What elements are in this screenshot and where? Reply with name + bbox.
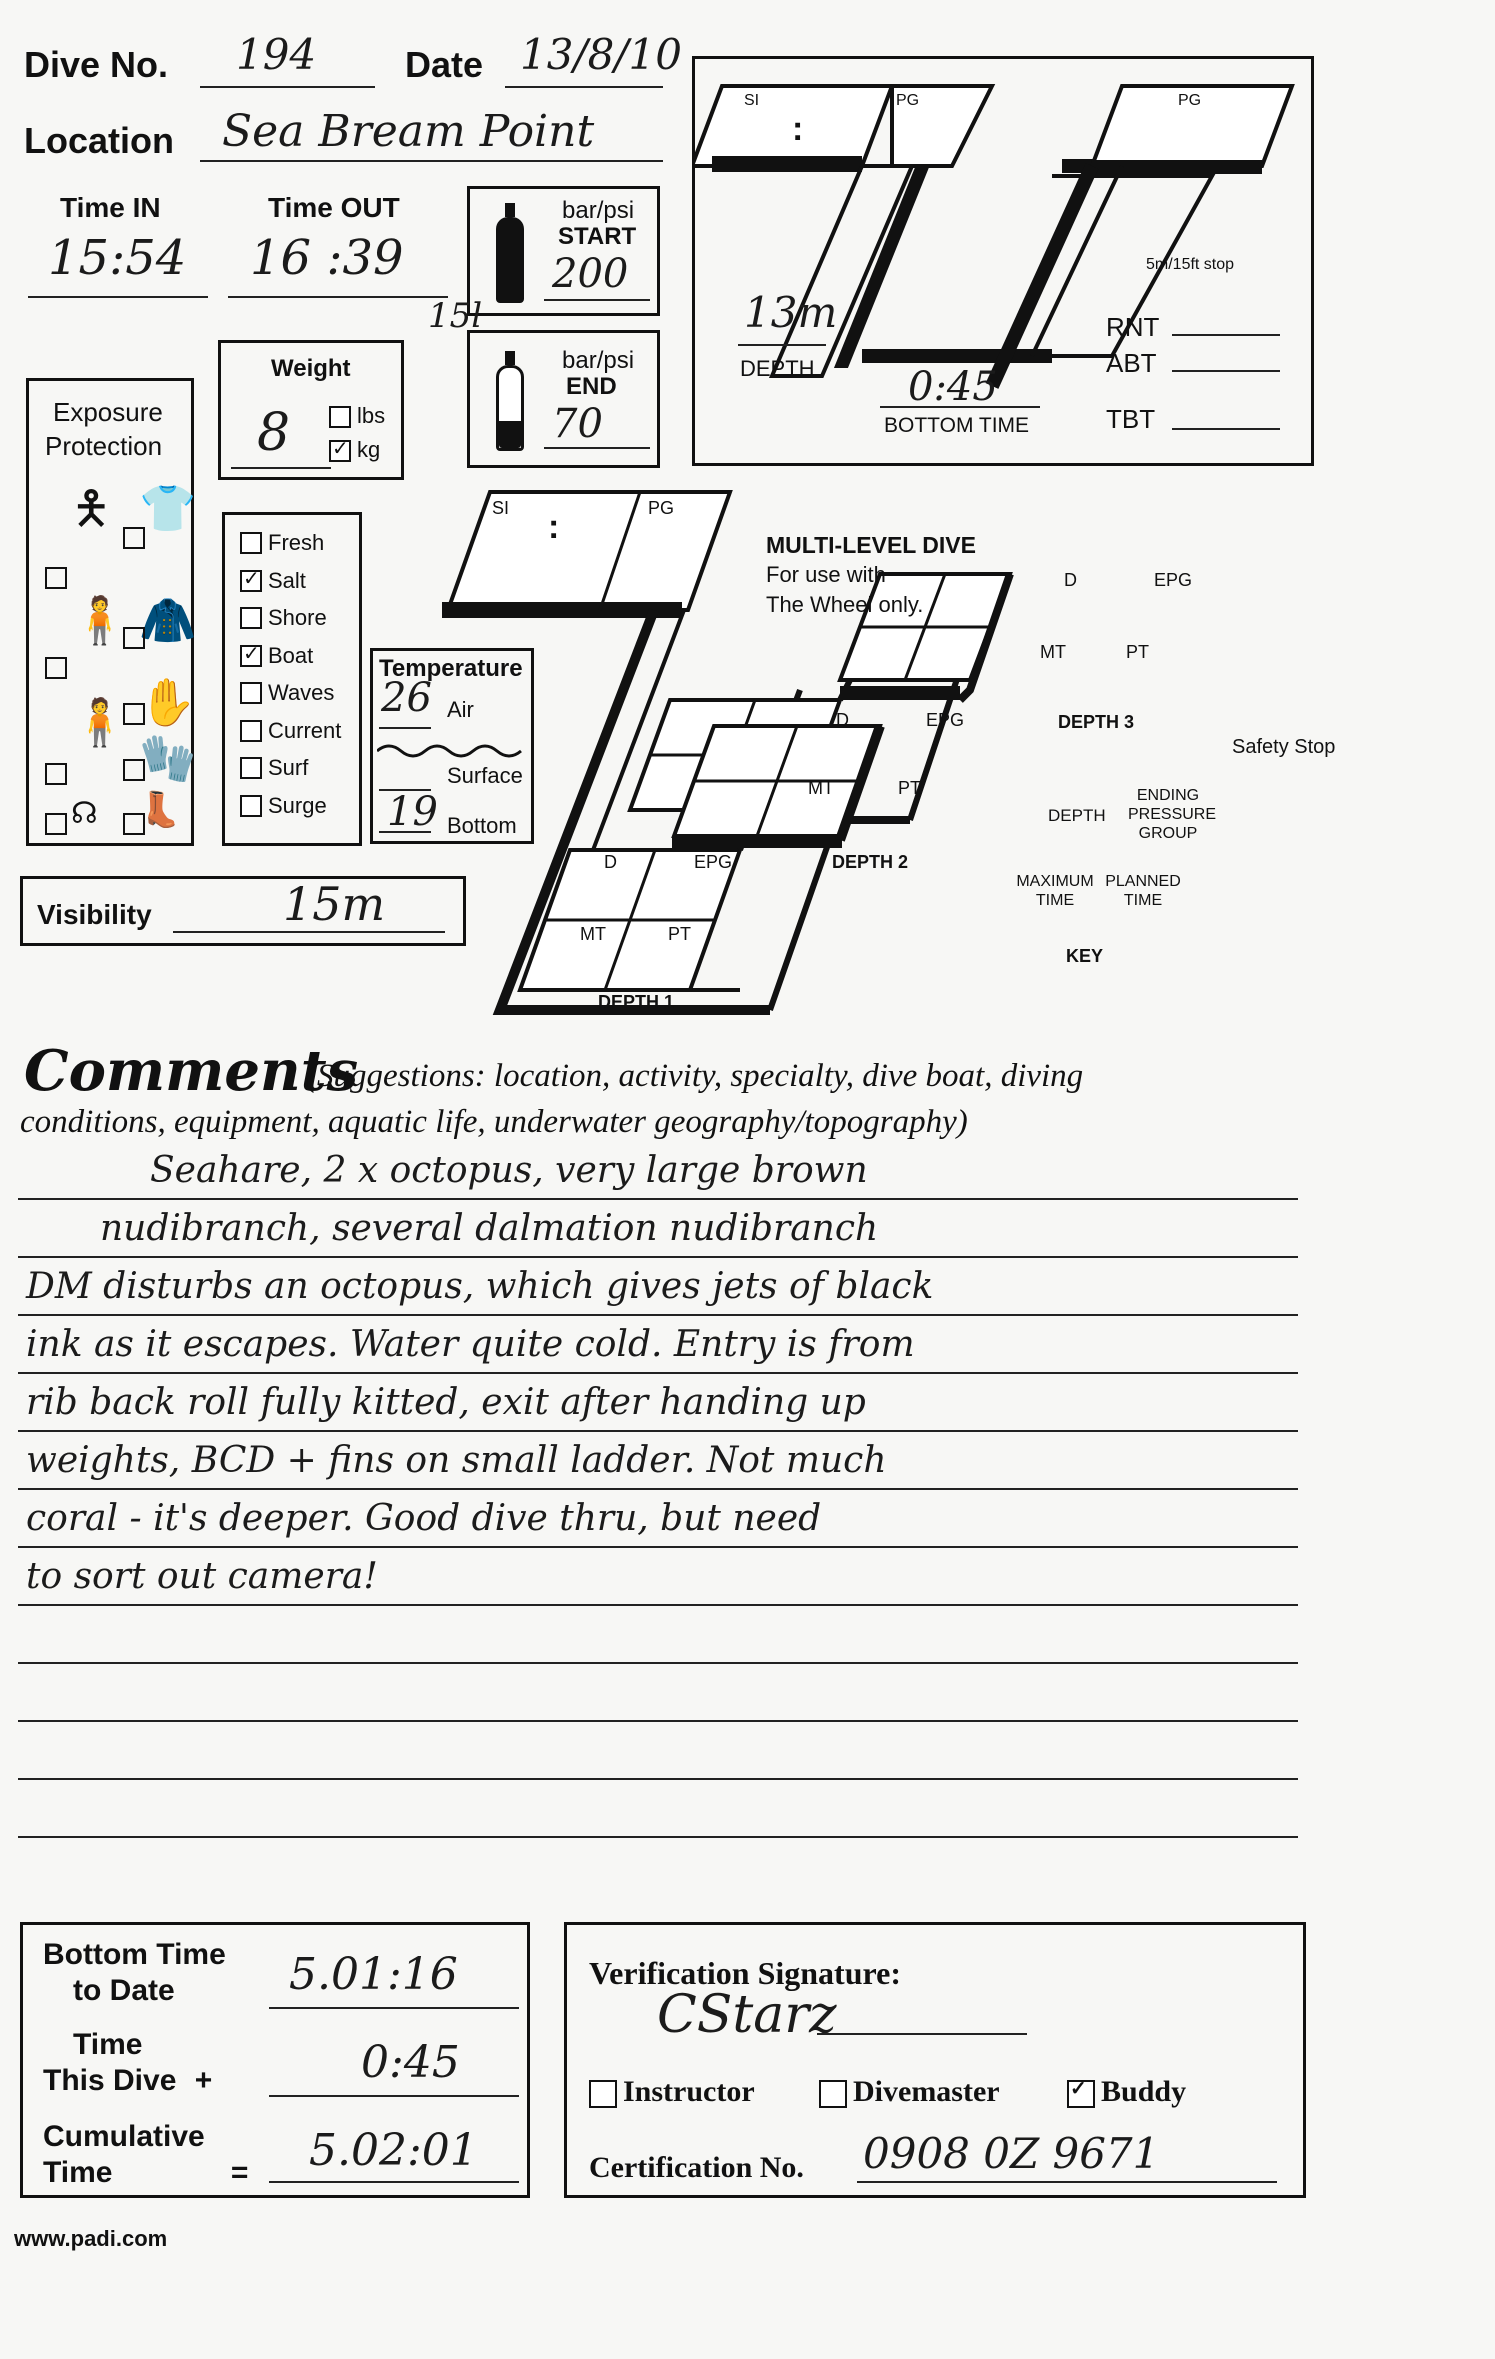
cert-label: Certification No. bbox=[589, 2151, 804, 2184]
buddy-checkbox[interactable] bbox=[1067, 2080, 1095, 2108]
comment-rule bbox=[18, 1836, 1298, 1838]
depth2-label: DEPTH 2 bbox=[832, 852, 909, 872]
environment-label: Shore bbox=[268, 605, 327, 630]
buddy-label: Buddy bbox=[1101, 2075, 1187, 2108]
bottom-temp-value[interactable]: 19 bbox=[387, 789, 438, 835]
profile-depth-value[interactable]: 13m bbox=[744, 288, 838, 337]
comment-rule bbox=[18, 1372, 1298, 1374]
ml-subtitle-1: For use with bbox=[766, 562, 886, 587]
environment-option[interactable] bbox=[240, 601, 327, 635]
environment-checkbox[interactable] bbox=[240, 795, 262, 817]
comment-line-text: coral - it's deeper. Good dive thru, but need bbox=[26, 1498, 822, 1539]
comments-title: Comments bbox=[24, 1038, 359, 1104]
d2-pt: PT bbox=[898, 778, 922, 798]
environment-label: Boat bbox=[268, 642, 314, 668]
location-line bbox=[200, 160, 663, 162]
skin-suit-checkbox[interactable] bbox=[45, 567, 67, 589]
environment-checkbox[interactable] bbox=[240, 532, 262, 554]
instructor-label: Instructor bbox=[623, 2075, 755, 2108]
comment-rule bbox=[18, 1546, 1298, 1548]
tank-full-icon bbox=[496, 203, 524, 303]
wetsuit-icon: 🧍 bbox=[71, 594, 129, 646]
shorty-checkbox[interactable] bbox=[123, 527, 145, 549]
comment-line-text: to sort out camera! bbox=[26, 1556, 378, 1597]
divemaster-checkbox[interactable] bbox=[819, 2080, 847, 2108]
bt-cumulative-label: Cumulative Time = bbox=[43, 2120, 249, 2189]
time-out-label: Time OUT bbox=[268, 192, 400, 223]
tank-start-label: START bbox=[558, 223, 637, 250]
tank-end-box bbox=[467, 330, 660, 468]
visibility-box bbox=[20, 876, 466, 946]
profile-pg2-label: PG bbox=[1178, 92, 1202, 109]
boots-icon: 👢 bbox=[139, 791, 182, 829]
environment-label: Current bbox=[268, 717, 342, 743]
bt-cumulative-value[interactable]: 5.02:01 bbox=[309, 2125, 478, 2176]
boots-checkbox[interactable] bbox=[123, 813, 145, 835]
tank-end-label: END bbox=[566, 373, 617, 400]
d2-d: D bbox=[836, 710, 849, 730]
tbt-label: TBT bbox=[1106, 404, 1156, 434]
comment-rule bbox=[18, 1662, 1298, 1664]
weight-value[interactable]: 8 bbox=[257, 403, 291, 463]
comments-hint-1: (Suggestions: location, activity, specialty, dive boat, diving bbox=[306, 1058, 1084, 1094]
cert-value[interactable]: 0908 0Z 9671 bbox=[863, 2129, 1160, 2178]
environment-option[interactable] bbox=[240, 714, 341, 748]
time-in-line bbox=[28, 296, 208, 298]
drysuit-checkbox[interactable] bbox=[45, 763, 67, 785]
date-line bbox=[505, 86, 663, 88]
exposure-label-1: Exposure bbox=[53, 397, 163, 427]
comment-line-text: DM disturbs an octopus, which gives jets of black bbox=[26, 1266, 934, 1307]
d1-mt: MT bbox=[580, 924, 606, 944]
environment-option[interactable] bbox=[240, 564, 306, 598]
gloves-icon: ✋ bbox=[139, 676, 197, 728]
exposure-box bbox=[26, 378, 197, 846]
gloves-checkbox[interactable] bbox=[123, 703, 145, 725]
dive-no-label: Dive No. bbox=[24, 44, 169, 85]
instructor-option[interactable] bbox=[589, 2075, 755, 2109]
tank-end-unit: bar/psi bbox=[562, 347, 635, 374]
key-pt-label: PLANNED TIME bbox=[1105, 873, 1181, 909]
location-label: Location bbox=[24, 120, 174, 161]
exposure-label-2: Protection bbox=[45, 431, 163, 461]
key-depth-label: DEPTH bbox=[1048, 806, 1106, 825]
instructor-checkbox[interactable] bbox=[589, 2080, 617, 2108]
temperature-label: Temperature bbox=[379, 655, 523, 682]
environment-checkbox[interactable] bbox=[240, 720, 262, 742]
ml-title: MULTI-LEVEL DIVE bbox=[766, 532, 976, 558]
profile-depth-label: DEPTH bbox=[740, 356, 815, 381]
depth1-label: DEPTH 1 bbox=[598, 992, 675, 1012]
environment-label: Fresh bbox=[268, 530, 325, 555]
comment-rule bbox=[18, 1778, 1298, 1780]
profile-si-label: SI bbox=[744, 92, 760, 109]
lbs-checkbox[interactable] bbox=[329, 406, 351, 428]
visibility-label: Visibility bbox=[37, 899, 152, 930]
multilevel-diagram bbox=[440, 490, 1340, 1050]
kg-label: kg bbox=[357, 437, 381, 462]
time-out-line bbox=[228, 296, 448, 298]
comment-rule bbox=[18, 1198, 1298, 1200]
comment-line-text: ink as it escapes. Water quite cold. Entry is from bbox=[26, 1324, 915, 1365]
profile-bottom-time-label: BOTTOM TIME bbox=[884, 414, 1030, 437]
tank-start-unit: bar/psi bbox=[562, 197, 635, 224]
environment-checkbox[interactable] bbox=[240, 570, 262, 592]
environment-label: Surge bbox=[268, 792, 327, 818]
weight-lbs-option[interactable] bbox=[329, 403, 385, 429]
tank-empty-icon bbox=[496, 351, 524, 451]
environment-option[interactable] bbox=[240, 789, 327, 823]
comment-rule bbox=[18, 1256, 1298, 1258]
divemaster-label: Divemaster bbox=[853, 2075, 1000, 2108]
environment-option[interactable] bbox=[240, 676, 334, 710]
location-value[interactable]: Sea Bream Point bbox=[222, 106, 595, 157]
d3-mt: MT bbox=[1040, 642, 1066, 662]
weight-label: Weight bbox=[271, 355, 351, 382]
d3-pt: PT bbox=[1126, 642, 1150, 662]
hood-checkbox[interactable] bbox=[45, 813, 67, 835]
bt-this-dive-label: Time This Dive + bbox=[43, 2028, 213, 2097]
d1-epg: EPG bbox=[694, 852, 733, 872]
footer-url: www.padi.com bbox=[14, 2226, 168, 2251]
verification-label: Verification Signature: bbox=[589, 1955, 901, 1991]
bottom-time-box bbox=[20, 1922, 530, 2198]
environment-checkbox[interactable] bbox=[240, 607, 262, 629]
time-in-label: Time IN bbox=[60, 192, 161, 223]
wetsuit-checkbox[interactable] bbox=[45, 657, 67, 679]
comments-hint-2: conditions, equipment, aquatic life, underwater geography/topography) bbox=[20, 1104, 968, 1140]
buddy-option[interactable] bbox=[1067, 2075, 1186, 2109]
environment-option[interactable] bbox=[240, 526, 324, 560]
verification-signature[interactable]: CStarz bbox=[657, 1985, 837, 2045]
profile-stop-label: 5m/15ft stop bbox=[1146, 256, 1235, 273]
mitts-icon: 🧤 bbox=[139, 732, 197, 784]
bt-to-date-label: Bottom Time to Date bbox=[43, 1938, 226, 2007]
ml-si-colon: : bbox=[548, 508, 560, 546]
shorty-icon: 👕 bbox=[139, 482, 197, 534]
divemaster-option[interactable] bbox=[819, 2075, 1000, 2109]
bt-to-date-value[interactable]: 5.01:16 bbox=[289, 1949, 458, 2000]
ml-subtitle-2: The Wheel only. bbox=[766, 592, 924, 617]
key-label: KEY bbox=[1066, 946, 1104, 966]
environment-checkbox[interactable] bbox=[240, 645, 262, 667]
ml-si-label: SI bbox=[492, 498, 510, 518]
date-value[interactable]: 13/8/10 bbox=[520, 30, 682, 79]
environment-label: Waves bbox=[268, 680, 335, 705]
environment-label: Surf bbox=[268, 755, 309, 780]
verification-box bbox=[564, 1922, 1306, 2198]
skin-suit-icon: 🯅 bbox=[71, 482, 112, 534]
comment-line-text: Seahare, 2 x octopus, very large brown bbox=[150, 1150, 868, 1191]
dive-no-line bbox=[200, 86, 375, 88]
tank-start-box bbox=[467, 186, 660, 316]
date-label: Date bbox=[405, 44, 484, 85]
environment-option[interactable] bbox=[240, 639, 313, 673]
comment-rule bbox=[18, 1488, 1298, 1490]
comment-rule bbox=[18, 1430, 1298, 1432]
comment-rule bbox=[18, 1604, 1298, 1606]
safety-stop-label: Safety Stop bbox=[1232, 736, 1336, 758]
d3-epg: EPG bbox=[1154, 570, 1193, 590]
key-epg-label: ENDING PRESSURE GROUP bbox=[1128, 787, 1217, 842]
bottom-label: Bottom bbox=[447, 813, 517, 838]
tank-start-value[interactable]: 200 bbox=[552, 251, 629, 297]
lbs-label: lbs bbox=[357, 403, 386, 428]
hood-icon: ☊ bbox=[71, 797, 98, 830]
bt-this-dive-value[interactable]: 0:45 bbox=[361, 2037, 460, 2088]
environment-option[interactable] bbox=[240, 751, 308, 785]
ml-pg-label: PG bbox=[648, 498, 675, 518]
profile-pg-label: PG bbox=[896, 92, 920, 109]
time-out-value[interactable]: 16 :39 bbox=[250, 230, 404, 286]
d2-epg: EPG bbox=[926, 710, 965, 730]
weight-box bbox=[218, 340, 404, 480]
surface-label: Surface bbox=[447, 763, 523, 788]
environment-checkbox[interactable] bbox=[240, 757, 262, 779]
mitts-checkbox[interactable] bbox=[123, 759, 145, 781]
comment-line-text: rib back roll fully kitted, exit after handing up bbox=[26, 1382, 866, 1423]
jacket-checkbox[interactable] bbox=[123, 627, 145, 649]
profile-bottom-time-value[interactable]: 0:45 bbox=[908, 364, 998, 410]
comment-rule bbox=[18, 1314, 1298, 1316]
time-in-value[interactable]: 15:54 bbox=[48, 230, 187, 286]
environment-checkbox[interactable] bbox=[240, 682, 262, 704]
air-temp-value[interactable]: 26 bbox=[381, 675, 432, 721]
comment-line-text: nudibranch, several dalmation nudibranch bbox=[100, 1208, 879, 1249]
comment-line-text: weights, BCD + fins on small ladder. Not much bbox=[26, 1440, 887, 1481]
d2-mt: MT bbox=[808, 778, 834, 798]
weight-kg-option[interactable] bbox=[329, 437, 380, 463]
kg-checkbox[interactable] bbox=[329, 440, 351, 462]
air-label: Air bbox=[447, 697, 474, 722]
rnt-label: RNT bbox=[1106, 312, 1160, 342]
d1-d: D bbox=[604, 852, 617, 872]
key-mt-label: MAXIMUM TIME bbox=[1016, 873, 1094, 909]
tank-end-value[interactable]: 70 bbox=[552, 401, 603, 447]
tank-size-note: 15l bbox=[428, 296, 483, 336]
profile-si-colon: : bbox=[792, 110, 804, 148]
visibility-value[interactable]: 15m bbox=[283, 877, 386, 931]
jacket-icon: 🧥 bbox=[139, 594, 197, 646]
abt-label: ABT bbox=[1106, 348, 1157, 378]
d1-pt: PT bbox=[668, 924, 692, 944]
dive-no-value[interactable]: 194 bbox=[236, 30, 317, 79]
depth3-label: DEPTH 3 bbox=[1058, 712, 1135, 732]
drysuit-icon: 🧍 bbox=[71, 696, 129, 748]
comment-rule bbox=[18, 1720, 1298, 1722]
d3-d: D bbox=[1064, 570, 1077, 590]
environment-label: Salt bbox=[268, 567, 306, 593]
